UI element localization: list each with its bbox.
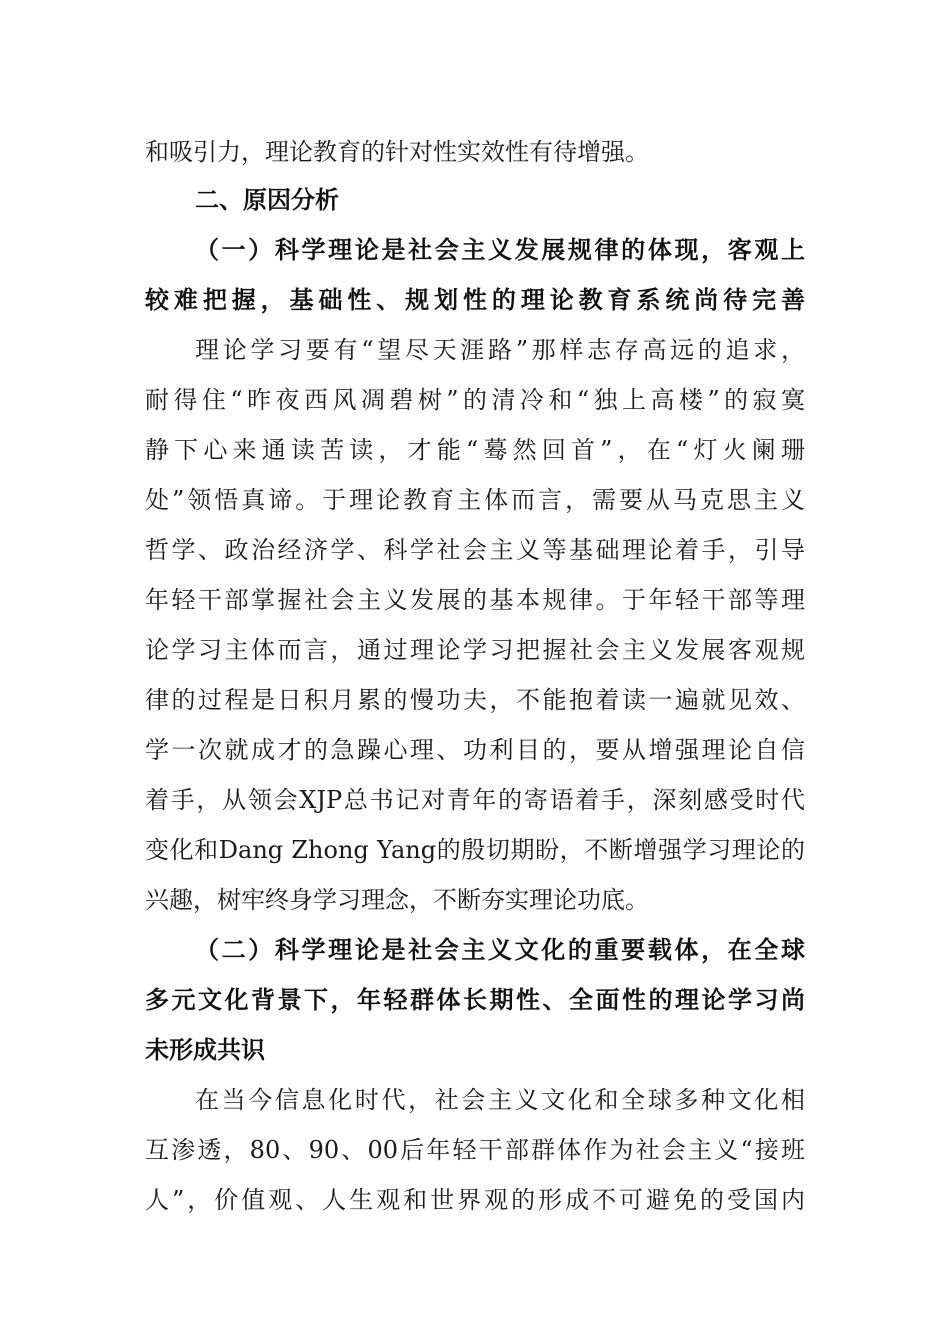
body-text-line: 学一次就成才的急躁心理、功利目的，要从增强理论自信 <box>145 736 805 764</box>
body-text-line: 和吸引力，理论教育的针对性实效性有待增强。 <box>145 138 649 166</box>
body-text-line: 着手，从领会XJP总书记对青年的寄语着手，深刻感受时代 <box>145 786 805 814</box>
body-text-line: 人”，价值观、人生观和世界观的形成不可避免的受国内 <box>145 1186 805 1214</box>
body-text-line: 耐得住“昨夜西风凋碧树”的清冷和“独上高楼”的寂寞 <box>145 386 805 414</box>
section-heading: 二、原因分析 <box>195 186 339 214</box>
body-text-line: 律的过程是日积月累的慢功夫，不能抱着读一遍就见效、 <box>145 686 805 714</box>
subsection-heading-line: （二）科学理论是社会主义文化的重要载体，在全球 <box>195 936 805 964</box>
subsection-heading-line: （一）科学理论是社会主义发展规律的体现，客观上 <box>195 236 805 264</box>
body-text-line: 兴趣，树牢终身学习理念，不断夯实理论功底。 <box>145 886 649 914</box>
subsection-heading-line: 较难把握，基础性、规划性的理论教育系统尚待完善 <box>145 286 805 314</box>
body-text-line: 哲学、政治经济学、科学社会主义等基础理论着手，引导 <box>145 536 805 564</box>
body-text-line: 静下心来通读苦读，才能“蓦然回首”，在“灯火阑珊 <box>145 436 805 464</box>
subsection-heading-line: 多元文化背景下，年轻群体长期性、全面性的理论学习尚 <box>145 986 805 1014</box>
body-text-line: 理论学习要有“望尽天涯路”那样志存高远的追求， <box>195 336 805 364</box>
body-text-line: 年轻干部掌握社会主义发展的基本规律。于年轻干部等理 <box>145 586 805 614</box>
body-text-line: 变化和Dang Zhong Yang的殷切期盼，不断增强学习理论的 <box>145 836 805 864</box>
body-text-line: 处”领悟真谛。于理论教育主体而言，需要从马克思主义 <box>145 486 805 514</box>
subsection-heading-line: 未形成共识 <box>145 1036 265 1064</box>
body-text-line: 在当今信息化时代，社会主义文化和全球多种文化相 <box>195 1086 805 1114</box>
body-text-line: 互渗透，80、90、00后年轻干部群体作为社会主义“接班 <box>145 1136 805 1164</box>
body-text-line: 论学习主体而言，通过理论学习把握社会主义发展客观规 <box>145 636 805 664</box>
